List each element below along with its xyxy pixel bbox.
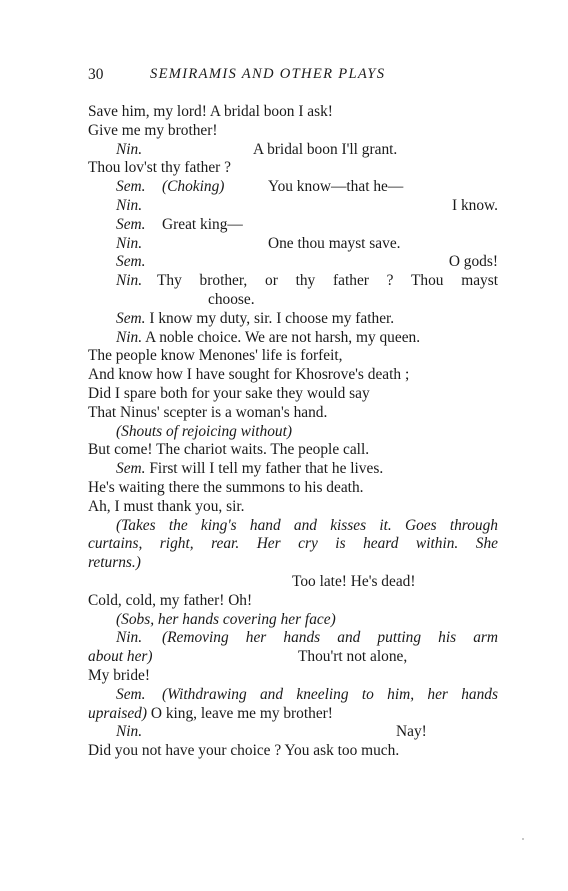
speaker-label: Sem. xyxy=(116,685,146,703)
text-line: Sem. I know my duty, sir. I choose my father. xyxy=(116,309,395,327)
text-line: Nin. One thou mayst save. xyxy=(116,234,401,252)
text-line: My bride! xyxy=(88,666,150,684)
stage-direction: (Removing her hands and putting his arm xyxy=(162,629,498,647)
speaker-label: Sem. xyxy=(116,253,146,271)
speaker-label: Nin. xyxy=(116,629,143,647)
speaker-label: Nin. xyxy=(116,723,143,741)
text-line: Too late! He's dead! xyxy=(292,572,416,590)
text-line: But come! The chariot waits. The people call. xyxy=(88,441,370,459)
text-line: Sem. Great king— xyxy=(116,215,243,233)
text-line: Sem. (Choking) You know—that he— xyxy=(116,178,404,196)
running-title: SEMIRAMIS AND OTHER PLAYS xyxy=(150,66,386,82)
text-line: about her) Thou'rt not alone, xyxy=(88,648,408,666)
text-line: Nin. I know. xyxy=(116,196,498,214)
text-line: Nin. Thy brother, or thy father ? Thou mayst xyxy=(116,272,498,290)
speaker-label: Nin. xyxy=(116,234,143,252)
stage-direction: (Choking) xyxy=(162,178,225,196)
stage-direction: curtains, right, rear. Her cry is heard within. She xyxy=(88,535,498,553)
stage-direction: about her) xyxy=(88,648,153,666)
stage-direction: (Sobs, her hands covering her face) xyxy=(116,610,336,628)
text-line xyxy=(88,629,498,648)
text-line xyxy=(88,423,498,442)
text-line: Did I spare both for your sake they would say xyxy=(88,384,370,402)
page-number: 30 xyxy=(88,66,104,83)
speaker-label: Sem. xyxy=(116,460,146,478)
text-line: Nin. A noble choice. We are not harsh, my queen. xyxy=(116,328,421,346)
stage-direction: (Withdrawing and kneeling to him, her hands xyxy=(162,685,498,703)
text-line: And know how I have sought for Khosrove's death ; xyxy=(88,366,410,384)
speaker-label: Sem. xyxy=(116,309,146,327)
text-line xyxy=(88,535,498,554)
text-line: Ah, I must thank you, sir. xyxy=(88,497,245,515)
play-text xyxy=(88,103,498,761)
stage-direction: returns.) xyxy=(88,554,141,572)
stage-direction: (Shouts of rejoicing without) xyxy=(116,422,292,440)
speaker-label: Nin. xyxy=(116,272,143,290)
text-line: That Ninus' scepter is a woman's hand. xyxy=(88,403,328,421)
speaker-label: Sem. xyxy=(116,215,146,233)
speaker-label: Nin. xyxy=(116,140,143,158)
text-line: choose. xyxy=(208,290,255,308)
scan-speck xyxy=(522,838,524,840)
stage-direction: upraised) xyxy=(88,704,147,722)
page-header xyxy=(88,66,488,86)
text-line: Sem. First will I tell my father that he lives. xyxy=(116,460,384,478)
text-line: Save him, my lord! A bridal boon I ask! xyxy=(88,103,333,120)
text-line xyxy=(88,686,498,705)
speaker-label: Nin. xyxy=(116,196,143,214)
text-line: Give me my brother! xyxy=(88,121,218,139)
text-line: Nin. Nay! xyxy=(116,723,427,741)
text-line: Sem. O gods! xyxy=(116,253,498,271)
text-line: He's waiting there the summons to his death. xyxy=(88,478,364,496)
text-line xyxy=(88,517,498,536)
text-line: Thou lov'st thy father ? xyxy=(88,159,231,177)
text-line: Cold, cold, my father! Oh! xyxy=(88,591,253,609)
text-line: upraised) O king, leave me my brother! xyxy=(88,704,333,722)
stage-direction: (Takes the king's hand and kisses it. Goes through xyxy=(116,516,498,534)
speaker-label: Nin. xyxy=(116,328,143,346)
text-line: Did you not have your choice ? You ask too much. xyxy=(88,742,400,760)
text-line: The people know Menones' life is forfeit, xyxy=(88,347,343,365)
text-line: Nin. A bridal boon I'll grant. xyxy=(116,140,398,158)
text-line xyxy=(88,554,498,573)
speaker-label: Sem. xyxy=(116,178,146,196)
text-line xyxy=(88,611,498,630)
